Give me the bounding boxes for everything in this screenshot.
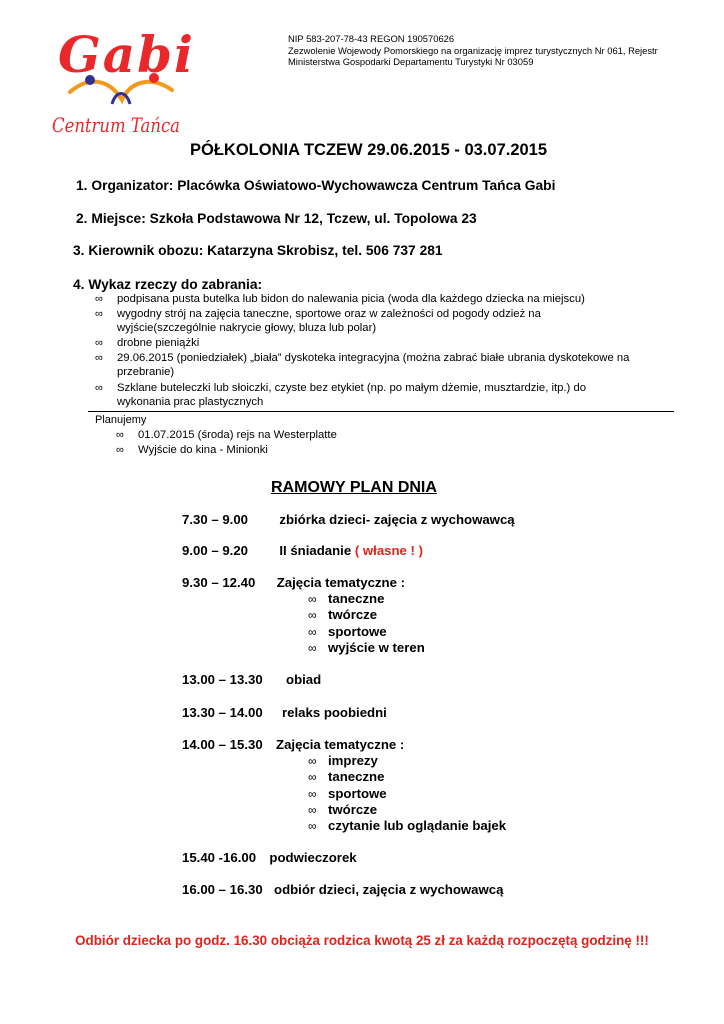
infinity-bullet-icon: ∞ — [308, 770, 317, 784]
schedule-sub-item: ∞ taneczne — [308, 769, 385, 784]
schedule-sub-item: ∞ wyjście w teren — [308, 640, 425, 655]
schedule-time: 14.00 – 15.30 — [182, 737, 263, 752]
schedule-sub-item: ∞ sportowe — [308, 624, 387, 639]
infinity-bullet-icon: ∞ — [308, 754, 317, 768]
infinity-bullet-icon: ∞ — [308, 592, 317, 606]
schedule-sub-item: ∞ sportowe — [308, 786, 387, 801]
schedule-activity: Zajęcia tematyczne : — [276, 737, 405, 752]
schedule-sub-item: ∞ czytanie lub oglądanie bajek — [308, 818, 507, 833]
infinity-bullet-icon: ∞ — [116, 429, 124, 441]
infinity-bullet-icon: ∞ — [95, 308, 103, 320]
infinity-bullet-icon: ∞ — [308, 641, 317, 655]
schedule-time: 15.40 -16.00 — [182, 850, 257, 865]
infinity-bullet-icon: ∞ — [308, 819, 317, 833]
schedule-row — [182, 672, 321, 687]
list-item — [95, 337, 685, 351]
schedule-row — [182, 882, 503, 897]
infinity-bullet-icon: ∞ — [308, 787, 317, 801]
schedule-row — [182, 575, 405, 590]
schedule-activity: II śniadanie — [279, 543, 352, 558]
planned-item — [116, 429, 516, 443]
list-item — [95, 382, 685, 409]
infinity-bullet-icon: ∞ — [95, 352, 103, 364]
schedule-activity: odbiór dzieci, zajęcia z wychowawcą — [274, 882, 504, 897]
list-item-text: drobne pieniążki — [117, 337, 200, 349]
list-item-text: wykonania prac plastycznych — [117, 395, 264, 408]
list-item-text: Szklane buteleczki lub słoiczki, czyste bez etykiet (np. po małym dżemie, musztardzie, itp.) do — [117, 382, 587, 394]
list-item-text: przebranie) — [117, 365, 175, 378]
schedule-time: 9.00 – 9.20 — [182, 543, 248, 558]
list-item — [95, 308, 685, 335]
registration-line: NIP 583-207-78-43 REGON 190570626 — [288, 33, 455, 44]
list-item-text: 29.06.2015 (poniedziałek) „biała” dyskoteka integracyjna (można zabrać białe ubrania dyskotekowe na — [117, 352, 630, 364]
list-item — [95, 352, 685, 379]
schedule-time: 13.30 – 14.00 — [182, 705, 263, 720]
registration-line: Ministerstwa Gospodarki Departamentu Turystyki Nr 03059 — [288, 56, 534, 67]
schedule-sub-item: ∞ twórcze — [308, 802, 378, 817]
page-title: PÓŁKOLONIA TCZEW 29.06.2015 - 03.07.2015 — [190, 141, 548, 159]
list-item-text: wygodny strój na zajęcia taneczne, sportowe oraz w zależności od pogody odzież na — [117, 308, 541, 320]
schedule-time: 9.30 – 12.40 — [182, 575, 256, 590]
schedule-activity: zbiórka dzieci- zajęcia z wychowawcą — [279, 512, 515, 527]
planned-item-text: Wyjście do kina - Minionki — [138, 444, 268, 456]
schedule-activity: obiad — [286, 672, 322, 687]
logo — [50, 20, 196, 140]
schedule-time: 13.00 – 13.30 — [182, 672, 263, 687]
infinity-bullet-icon: ∞ — [308, 803, 317, 817]
planned-item — [116, 444, 516, 458]
schedule-note: ( własne ! ) — [354, 543, 423, 558]
list-item-text: podpisana pusta butelka lub bidon do nalewania picia (woda dla każdego dziecka na miejscu) — [117, 293, 585, 305]
section-packing-list-heading: 4. Wykaz rzeczy do zabrania: — [73, 277, 263, 292]
schedule-row — [182, 737, 404, 752]
schedule-time: 7.30 – 9.00 — [182, 512, 248, 527]
schedule-row — [182, 850, 357, 865]
infinity-bullet-icon: ∞ — [95, 293, 103, 305]
list-item — [95, 293, 685, 307]
registration-info — [288, 33, 658, 68]
infinity-bullet-icon: ∞ — [95, 337, 103, 349]
infinity-bullet-icon: ∞ — [95, 382, 103, 394]
late-pickup-notice: Odbiór dziecka po godz. 16.30 obciąża rodzica kwotą 25 zł za każdą rozpoczętą godzinę !!! — [75, 933, 649, 948]
section-organizer: 1. Organizator: Placówka Oświatowo-Wychowawcza Centrum Tańca Gabi — [76, 178, 556, 193]
schedule-activity: relaks poobiedni — [282, 705, 387, 720]
section-location: 2. Miejsce: Szkoła Podstawowa Nr 12, Tczew, ul. Topolowa 23 — [76, 211, 477, 226]
divider — [88, 411, 674, 412]
schedule-row — [182, 512, 515, 527]
schedule-sub-item: ∞ twórcze — [308, 607, 378, 622]
registration-line: Zezwolenie Wojewody Pomorskiego na organizację imprez turystycznych Nr 061, Rejestr — [288, 44, 658, 56]
schedule-row — [182, 543, 423, 558]
logo-title: Gabi — [58, 25, 196, 84]
infinity-bullet-icon: ∞ — [308, 608, 317, 622]
planned-label: Planujemy — [95, 414, 147, 426]
infinity-bullet-icon: ∞ — [116, 444, 124, 456]
schedule-sub-item: ∞ taneczne — [308, 591, 385, 606]
logo-subtitle: Centrum Tańca — [52, 113, 180, 137]
planned-item-text: 01.07.2015 (środa) rejs na Westerplatte — [138, 429, 337, 441]
logo-graphic — [50, 20, 196, 140]
schedule-activity: Zajęcia tematyczne : — [276, 575, 405, 590]
list-item-text: wyjście(szczególnie nakrycie głowy, bluza lub polar) — [117, 321, 377, 334]
plan-title: RAMOWY PLAN DNIA — [271, 479, 437, 496]
schedule-time: 16.00 – 16.30 — [182, 882, 263, 897]
section-manager: 3. Kierownik obozu: Katarzyna Skrobisz, tel. 506 737 281 — [73, 243, 443, 258]
schedule-activity: podwieczorek — [269, 850, 357, 865]
schedule-row — [182, 705, 387, 720]
schedule-sub-item: ∞ imprezy — [308, 753, 378, 768]
infinity-bullet-icon: ∞ — [308, 625, 317, 639]
